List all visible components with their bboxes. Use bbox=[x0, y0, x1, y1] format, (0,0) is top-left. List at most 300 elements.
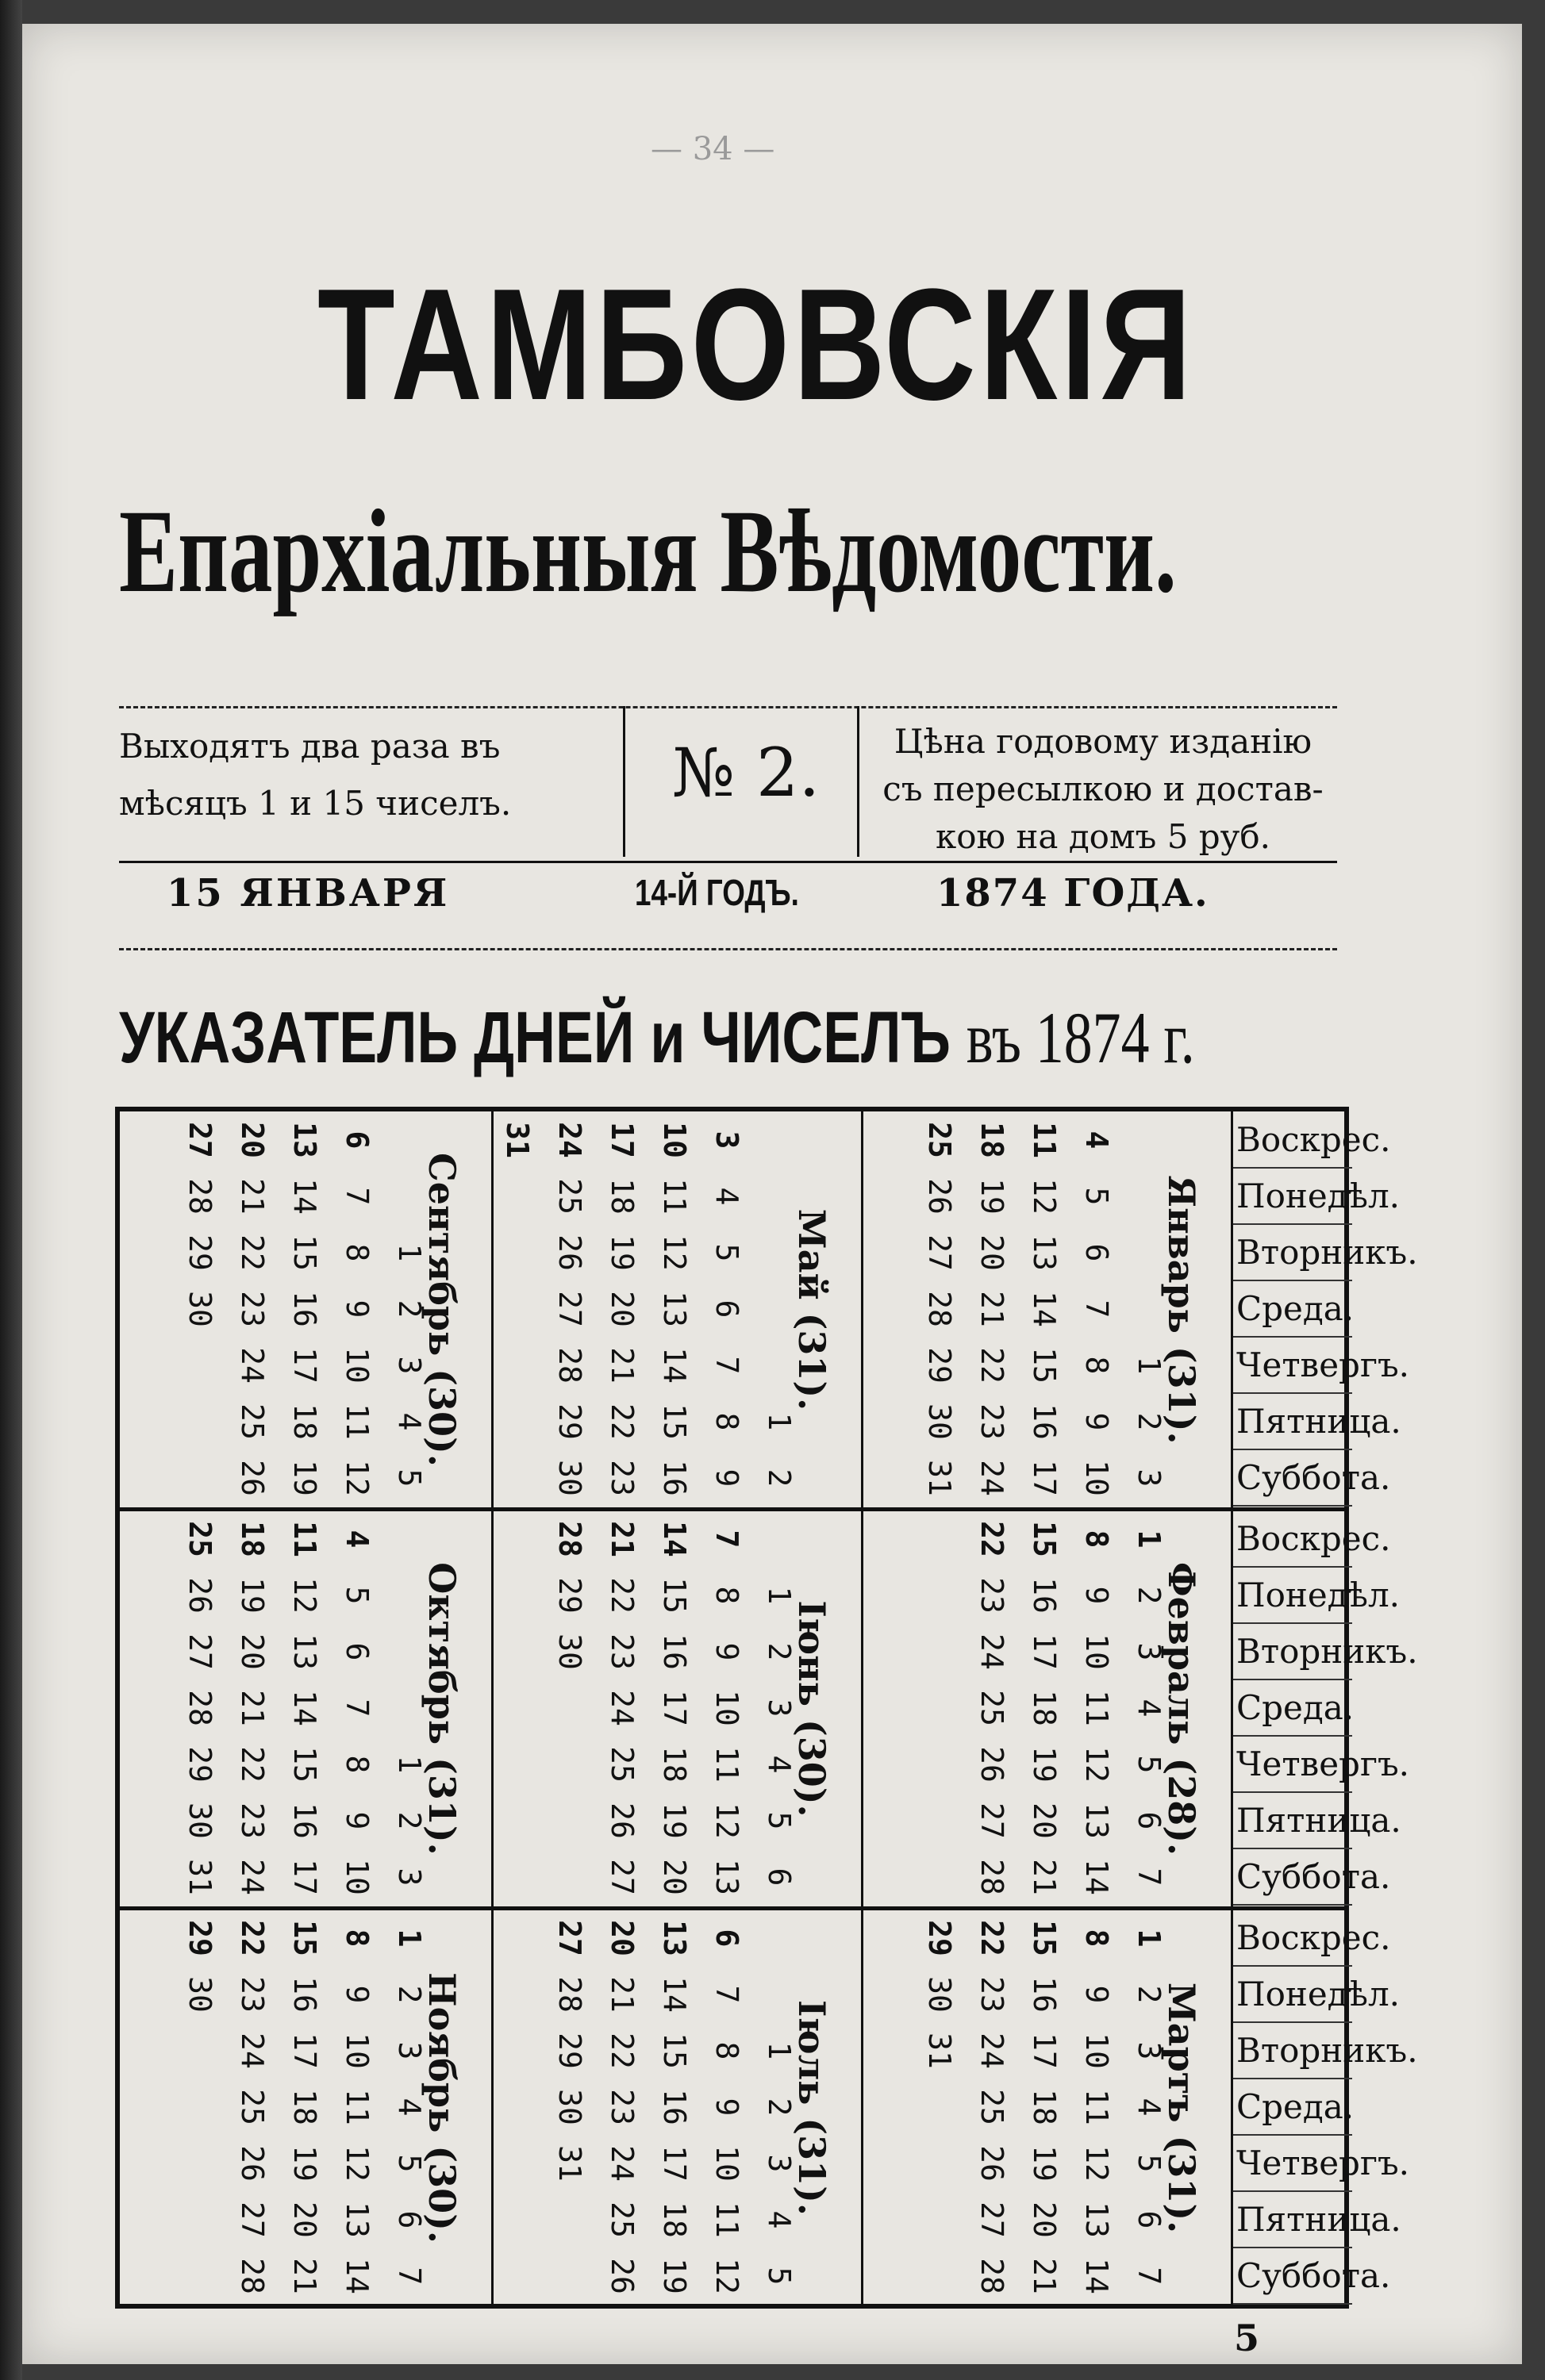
calendar-day: 2 bbox=[392, 1299, 427, 1319]
calendar-day: 5 bbox=[762, 2267, 797, 2286]
calendar-day: 8 bbox=[340, 1929, 375, 1948]
calendar-day: 8 bbox=[709, 2041, 744, 2060]
calendar-day: 29 bbox=[183, 1920, 217, 1956]
calendar-day: 8 bbox=[340, 1243, 375, 1262]
calendar-day: 1 bbox=[392, 1243, 427, 1262]
calendar-day: 6 bbox=[1132, 1811, 1166, 1830]
weekday-label: Суббота. bbox=[1233, 2248, 1352, 2305]
calendar-day: 17 bbox=[287, 1347, 322, 1384]
month-column-divider bbox=[491, 1910, 494, 2306]
weekday-label: Вторникъ. bbox=[1233, 1623, 1352, 1680]
calendar-day: 10 bbox=[1079, 2033, 1114, 2069]
calendar-day: 28 bbox=[974, 2258, 1009, 2294]
calendar-day: 16 bbox=[287, 1802, 322, 1839]
calendar-day: 25 bbox=[605, 1746, 640, 1783]
calendar-day: 5 bbox=[1079, 1187, 1114, 1206]
weekday-label: Воскрес. bbox=[1233, 1511, 1352, 1568]
calendar-day: 25 bbox=[552, 1178, 587, 1215]
calendar-day: 4 bbox=[392, 2098, 427, 2117]
calendar-day: 18 bbox=[605, 1178, 640, 1215]
calendar-day: 9 bbox=[1079, 1412, 1114, 1431]
info-divider-right bbox=[857, 706, 859, 857]
calendar-day: 24 bbox=[235, 1347, 270, 1384]
calendar-day: 3 bbox=[392, 1868, 427, 1887]
calendar-day: 19 bbox=[1027, 2145, 1062, 2182]
calendar-day: 12 bbox=[709, 2258, 744, 2294]
calendar-day: 12 bbox=[709, 1802, 744, 1839]
calendar-day: 28 bbox=[552, 1976, 587, 2013]
calendar-day: 23 bbox=[605, 1460, 640, 1496]
calendar-day: 29 bbox=[922, 1347, 957, 1384]
weekday-label: Суббота. bbox=[1233, 1848, 1352, 1906]
calendar-day: 6 bbox=[1132, 2210, 1166, 2229]
calendar-day: 14 bbox=[1079, 1859, 1114, 1895]
calendar-day: 27 bbox=[974, 2202, 1009, 2238]
calendar-day: 13 bbox=[657, 1920, 692, 1956]
calendar-day: 2 bbox=[762, 2098, 797, 2117]
calendar-day: 21 bbox=[235, 1690, 270, 1726]
calendar-day: 2 bbox=[762, 1468, 797, 1488]
calendar-day: 29 bbox=[922, 1920, 957, 1956]
calendar-day: 17 bbox=[1027, 1460, 1062, 1496]
calendar-day: 20 bbox=[605, 1291, 640, 1327]
month-label: Сентябрь (30). bbox=[421, 1153, 463, 1467]
calendar-day: 23 bbox=[974, 1976, 1009, 2013]
calendar-day: 1 bbox=[762, 1586, 797, 1605]
calendar-day: 27 bbox=[183, 1633, 217, 1670]
calendar-day: 7 bbox=[1079, 1299, 1114, 1319]
calendar-day: 20 bbox=[605, 1920, 640, 1956]
calendar-day: 10 bbox=[709, 1690, 744, 1726]
calendar-day: 10 bbox=[340, 1859, 375, 1895]
calendar-day: 10 bbox=[340, 1347, 375, 1384]
calendar-day: 15 bbox=[287, 1746, 322, 1783]
calendar-day: 28 bbox=[183, 1690, 217, 1726]
weekday-label: Четвергъ. bbox=[1233, 1736, 1352, 1793]
calendar-day: 25 bbox=[235, 2089, 270, 2125]
calendar-day: 10 bbox=[709, 2145, 744, 2182]
dateline-divider-bottom bbox=[119, 948, 1337, 950]
weekday-label: Вторникъ. bbox=[1233, 2022, 1352, 2079]
calendar-day: 23 bbox=[605, 1633, 640, 1670]
calendar-day: 9 bbox=[709, 1468, 744, 1488]
month-label: Май (31). bbox=[790, 1208, 833, 1411]
calendar-day: 27 bbox=[974, 1802, 1009, 1839]
calendar-day: 2 bbox=[1132, 1586, 1166, 1605]
weekday-label: Пятница. bbox=[1233, 1393, 1352, 1450]
calendar-day: 13 bbox=[657, 1291, 692, 1327]
calendar-day: 22 bbox=[235, 1920, 270, 1956]
weekday-label: Среда. bbox=[1233, 1280, 1352, 1338]
calendar-day: 12 bbox=[287, 1577, 322, 1614]
month-label: Іюль (31). bbox=[790, 2000, 833, 2216]
calendar-day: 1 bbox=[762, 1412, 797, 1431]
calendar-day: 4 bbox=[340, 1530, 375, 1549]
calendar-day: 21 bbox=[287, 2258, 322, 2294]
calendar-day: 4 bbox=[392, 1412, 427, 1431]
calendar-day: 11 bbox=[340, 2089, 375, 2125]
calendar-day: 22 bbox=[235, 1234, 270, 1271]
info-divider-left bbox=[623, 706, 625, 857]
calendar-day: 14 bbox=[287, 1690, 322, 1726]
calendar-day: 28 bbox=[974, 1859, 1009, 1895]
calendar-day: 8 bbox=[340, 1755, 375, 1774]
calendar-day: 15 bbox=[1027, 1347, 1062, 1384]
calendar-day: 1 bbox=[392, 1929, 427, 1948]
calendar-day: 17 bbox=[657, 1690, 692, 1726]
calendar-day: 12 bbox=[1079, 1746, 1114, 1783]
issue-date: 15 ЯНВАРЯ bbox=[167, 871, 450, 916]
calendar-day: 11 bbox=[709, 2202, 744, 2238]
calendar-day: 28 bbox=[552, 1347, 587, 1384]
calendar-day: 15 bbox=[657, 1577, 692, 1614]
calendar-day: 14 bbox=[340, 2258, 375, 2294]
calendar-day: 15 bbox=[657, 2033, 692, 2069]
calendar-day: 2 bbox=[392, 1985, 427, 2004]
calendar-day: 12 bbox=[340, 2145, 375, 2182]
calendar-day: 21 bbox=[605, 1521, 640, 1557]
calendar-heading-main: УКАЗАТЕЛЬ ДНЕЙ и ЧИСЕЛЪ bbox=[119, 997, 951, 1078]
issue-year: 1874 ГОДА. bbox=[936, 871, 1209, 916]
calendar-day: 3 bbox=[762, 1699, 797, 1718]
calendar-day: 6 bbox=[340, 1642, 375, 1661]
price-line-1: Цѣна годовому изданію bbox=[894, 722, 1312, 761]
calendar-day: 1 bbox=[1132, 1530, 1166, 1549]
calendar-day: 11 bbox=[709, 1746, 744, 1783]
calendar-day: 7 bbox=[392, 2267, 427, 2286]
calendar-day: 24 bbox=[235, 1859, 270, 1895]
masthead-title-line2: Епархіальныя Вѣдомости. bbox=[119, 486, 1177, 617]
calendar-day: 6 bbox=[392, 2210, 427, 2229]
weekday-label: Понедѣл. bbox=[1233, 1966, 1352, 2023]
calendar-day: 19 bbox=[287, 2145, 322, 2182]
calendar-day: 13 bbox=[287, 1122, 322, 1158]
calendar-day: 1 bbox=[1132, 1929, 1166, 1948]
calendar-day: 16 bbox=[657, 2089, 692, 2125]
calendar-day: 4 bbox=[762, 1755, 797, 1774]
calendar-day: 28 bbox=[922, 1291, 957, 1327]
calendar-day: 30 bbox=[552, 2089, 587, 2125]
calendar-day: 26 bbox=[605, 2258, 640, 2294]
frequency-line-1: Выходятъ два раза въ bbox=[119, 727, 501, 766]
calendar-day: 22 bbox=[605, 1403, 640, 1440]
calendar-day: 30 bbox=[552, 1460, 587, 1496]
calendar-day: 25 bbox=[605, 2202, 640, 2238]
calendar-day: 28 bbox=[235, 2258, 270, 2294]
calendar-day: 25 bbox=[974, 2089, 1009, 2125]
calendar-day: 26 bbox=[974, 2145, 1009, 2182]
calendar-day: 4 bbox=[1132, 2098, 1166, 2117]
calendar-day: 2 bbox=[1132, 1412, 1166, 1431]
calendar-day: 17 bbox=[287, 2033, 322, 2069]
calendar-day: 5 bbox=[762, 1811, 797, 1830]
weekday-label: Четвергъ. bbox=[1233, 2135, 1352, 2192]
calendar-day: 13 bbox=[1027, 1234, 1062, 1271]
calendar-day: 18 bbox=[235, 1521, 270, 1557]
calendar-day: 19 bbox=[657, 1802, 692, 1839]
calendar-day: 8 bbox=[1079, 1356, 1114, 1375]
calendar-day: 8 bbox=[1079, 1929, 1114, 1948]
calendar-day: 23 bbox=[235, 1976, 270, 2013]
calendar-day: 26 bbox=[235, 2145, 270, 2182]
calendar-day: 20 bbox=[974, 1234, 1009, 1271]
calendar-day: 30 bbox=[183, 1802, 217, 1839]
month-column-divider bbox=[491, 1511, 494, 1907]
calendar-day: 26 bbox=[974, 1746, 1009, 1783]
weekday-label: Понедѣл. bbox=[1233, 1567, 1352, 1624]
calendar-day: 15 bbox=[657, 1403, 692, 1440]
page-number: 5 bbox=[1234, 2317, 1260, 2359]
calendar-day: 20 bbox=[1027, 1802, 1062, 1839]
issue-number: № 2. bbox=[671, 734, 821, 812]
calendar-day: 20 bbox=[287, 2202, 322, 2238]
calendar-day: 6 bbox=[709, 1929, 744, 1948]
calendar-day: 11 bbox=[1027, 1122, 1062, 1158]
calendar-day: 1 bbox=[392, 1755, 427, 1774]
calendar-day: 10 bbox=[1079, 1460, 1114, 1496]
calendar-day: 3 bbox=[392, 1356, 427, 1375]
weekday-label: Четвергъ. bbox=[1233, 1337, 1352, 1394]
calendar-day: 25 bbox=[922, 1122, 957, 1158]
calendar-day: 30 bbox=[922, 1403, 957, 1440]
calendar-day: 14 bbox=[1079, 2258, 1114, 2294]
calendar-day: 14 bbox=[657, 1521, 692, 1557]
calendar-day: 22 bbox=[974, 1347, 1009, 1384]
calendar-day: 2 bbox=[392, 1811, 427, 1830]
calendar-day: 19 bbox=[287, 1460, 322, 1496]
calendar-day: 3 bbox=[1132, 1468, 1166, 1488]
calendar-day: 5 bbox=[1132, 2154, 1166, 2173]
calendar-day: 5 bbox=[392, 1468, 427, 1488]
calendar-day: 24 bbox=[605, 1690, 640, 1726]
calendar-day: 9 bbox=[1079, 1586, 1114, 1605]
calendar-day: 4 bbox=[709, 1187, 744, 1206]
calendar-heading bbox=[119, 996, 1195, 1080]
calendar-day: 15 bbox=[1027, 1920, 1062, 1956]
calendar-day: 16 bbox=[1027, 1403, 1062, 1440]
calendar-day: 20 bbox=[235, 1633, 270, 1670]
calendar-day: 9 bbox=[340, 1985, 375, 2004]
dateline-divider-top bbox=[119, 861, 1337, 863]
calendar-day: 22 bbox=[605, 1577, 640, 1614]
calendar-day: 24 bbox=[605, 2145, 640, 2182]
calendar-day: 11 bbox=[1079, 1690, 1114, 1726]
calendar-day: 13 bbox=[287, 1633, 322, 1670]
price-line-3: кою на домъ 5 руб. bbox=[935, 817, 1271, 856]
calendar-day: 27 bbox=[552, 1920, 587, 1956]
calendar-day: 29 bbox=[183, 1234, 217, 1271]
calendar-day: 17 bbox=[1027, 2033, 1062, 2069]
calendar-day: 16 bbox=[287, 1976, 322, 2013]
calendar-day: 6 bbox=[340, 1130, 375, 1150]
calendar-day: 3 bbox=[392, 2041, 427, 2060]
calendar-day: 31 bbox=[922, 2033, 957, 2069]
calendar-day: 6 bbox=[762, 1868, 797, 1887]
calendar-day: 24 bbox=[974, 2033, 1009, 2069]
calendar-day: 17 bbox=[1027, 1633, 1062, 1670]
calendar-day: 26 bbox=[605, 1802, 640, 1839]
weekday-label: Вторникъ. bbox=[1233, 1224, 1352, 1281]
calendar-day: 24 bbox=[974, 1633, 1009, 1670]
calendar-day: 20 bbox=[1027, 2202, 1062, 2238]
calendar-day: 16 bbox=[287, 1291, 322, 1327]
month-label: Мартъ (31). bbox=[1160, 1982, 1203, 2234]
calendar-day: 6 bbox=[709, 1299, 744, 1319]
month-label: Ноябрь (30). bbox=[421, 1972, 463, 2244]
calendar-day: 11 bbox=[1079, 2089, 1114, 2125]
calendar-day: 3 bbox=[1132, 2041, 1166, 2060]
calendar-day: 5 bbox=[709, 1243, 744, 1262]
calendar-day: 7 bbox=[1132, 1868, 1166, 1887]
calendar-day: 27 bbox=[605, 1859, 640, 1895]
calendar-day: 21 bbox=[605, 1347, 640, 1384]
calendar-day: 14 bbox=[287, 1178, 322, 1215]
calendar-day: 9 bbox=[709, 2098, 744, 2117]
calendar-day: 22 bbox=[605, 2033, 640, 2069]
masthead-divider-top bbox=[119, 706, 1337, 708]
calendar-day: 12 bbox=[1027, 1178, 1062, 1215]
calendar-day: 14 bbox=[657, 1976, 692, 2013]
weekday-label: Пятница. bbox=[1233, 2191, 1352, 2248]
weekday-label: Понедѣл. bbox=[1233, 1168, 1352, 1225]
weekday-label: Среда. bbox=[1233, 2079, 1352, 2136]
calendar-day: 18 bbox=[657, 2202, 692, 2238]
calendar-day: 22 bbox=[974, 1920, 1009, 1956]
calendar-day: 13 bbox=[1079, 1802, 1114, 1839]
calendar-day: 23 bbox=[235, 1291, 270, 1327]
calendar-day: 30 bbox=[552, 1633, 587, 1670]
calendar-day: 24 bbox=[974, 1460, 1009, 1496]
calendar-day: 13 bbox=[709, 1859, 744, 1895]
calendar-day: 19 bbox=[657, 2258, 692, 2294]
calendar-day: 27 bbox=[552, 1291, 587, 1327]
calendar-day: 16 bbox=[1027, 1577, 1062, 1614]
calendar-day: 23 bbox=[974, 1403, 1009, 1440]
publication-frequency bbox=[119, 718, 611, 832]
calendar-day: 18 bbox=[1027, 1690, 1062, 1726]
calendar-day: 7 bbox=[709, 1530, 744, 1549]
calendar-day: 5 bbox=[392, 2154, 427, 2173]
calendar-day: 11 bbox=[340, 1403, 375, 1440]
calendar-day: 9 bbox=[1079, 1985, 1114, 2004]
calendar-day: 17 bbox=[287, 1859, 322, 1895]
calendar-day: 26 bbox=[183, 1577, 217, 1614]
calendar-day: 28 bbox=[552, 1521, 587, 1557]
month-label: Іюнь (30). bbox=[790, 1600, 833, 1818]
bleedthrough-page-number: — 34 — bbox=[651, 131, 775, 167]
price-line-2: съ пересылкою и достав- bbox=[882, 770, 1324, 808]
calendar-day: 12 bbox=[1079, 2145, 1114, 2182]
calendar-day: 26 bbox=[922, 1178, 957, 1215]
calendar-day: 30 bbox=[183, 1976, 217, 2013]
publication-year-count: 14-Й ГОДЪ. bbox=[635, 872, 799, 913]
weekday-label: Суббота. bbox=[1233, 1449, 1352, 1507]
calendar-day: 22 bbox=[235, 1746, 270, 1783]
calendar-day: 11 bbox=[287, 1521, 322, 1557]
month-label: Февраль (28). bbox=[1160, 1561, 1203, 1856]
calendar-day: 7 bbox=[1132, 2267, 1166, 2286]
calendar-day: 2 bbox=[1132, 1985, 1166, 2004]
calendar-day: 23 bbox=[235, 1802, 270, 1839]
calendar-day: 19 bbox=[235, 1577, 270, 1614]
calendar-day: 16 bbox=[657, 1460, 692, 1496]
weekday-label: Пятница. bbox=[1233, 1792, 1352, 1849]
calendar-day: 15 bbox=[287, 1234, 322, 1271]
weekday-label: Воскрес. bbox=[1233, 1111, 1352, 1169]
calendar-day: 9 bbox=[709, 1642, 744, 1661]
calendar-day: 19 bbox=[974, 1178, 1009, 1215]
calendar-day: 6 bbox=[1079, 1243, 1114, 1262]
calendar-day: 18 bbox=[287, 2089, 322, 2125]
subscription-price bbox=[865, 718, 1341, 861]
calendar-day: 3 bbox=[1132, 1642, 1166, 1661]
calendar-day: 25 bbox=[974, 1690, 1009, 1726]
calendar-day: 3 bbox=[709, 1130, 744, 1150]
month-column-divider bbox=[861, 1511, 863, 1907]
calendar-day: 9 bbox=[340, 1811, 375, 1830]
calendar-day: 30 bbox=[183, 1291, 217, 1327]
calendar-day: 15 bbox=[1027, 1521, 1062, 1557]
calendar-day: 7 bbox=[340, 1699, 375, 1718]
calendar-day: 29 bbox=[183, 1746, 217, 1783]
calendar-day: 10 bbox=[1079, 1633, 1114, 1670]
calendar-day: 4 bbox=[1079, 1130, 1114, 1150]
calendar-table bbox=[115, 1107, 1418, 2309]
calendar-day: 4 bbox=[762, 2210, 797, 2229]
month-label: Январь (31). bbox=[1160, 1175, 1203, 1445]
month-column-divider bbox=[861, 1111, 863, 1508]
calendar-day: 25 bbox=[183, 1521, 217, 1557]
calendar-day: 21 bbox=[974, 1291, 1009, 1327]
calendar-day: 21 bbox=[1027, 1859, 1062, 1895]
calendar-day: 13 bbox=[340, 2202, 375, 2238]
calendar-day: 4 bbox=[1132, 1699, 1166, 1718]
calendar-day: 1 bbox=[1132, 1356, 1166, 1375]
weekday-names-column bbox=[1231, 1111, 1418, 2304]
calendar-day: 17 bbox=[605, 1122, 640, 1158]
calendar-day: 5 bbox=[340, 1586, 375, 1605]
weekday-label: Среда. bbox=[1233, 1679, 1352, 1737]
calendar-day: 26 bbox=[235, 1460, 270, 1496]
calendar-day: 10 bbox=[340, 2033, 375, 2069]
calendar-day: 2 bbox=[762, 1642, 797, 1661]
month-column-divider bbox=[491, 1111, 494, 1508]
calendar-day: 27 bbox=[922, 1234, 957, 1271]
month-label: Октябрь (31). bbox=[421, 1562, 463, 1856]
calendar-day: 8 bbox=[709, 1412, 744, 1431]
calendar-day: 16 bbox=[1027, 1976, 1062, 2013]
calendar-day: 24 bbox=[552, 1122, 587, 1158]
calendar-day: 7 bbox=[340, 1187, 375, 1206]
calendar-day: 14 bbox=[657, 1347, 692, 1384]
calendar-day: 9 bbox=[340, 1299, 375, 1319]
calendar-day: 8 bbox=[1079, 1530, 1114, 1549]
calendar-day: 18 bbox=[657, 1746, 692, 1783]
calendar-day: 31 bbox=[922, 1460, 957, 1496]
calendar-day: 26 bbox=[552, 1234, 587, 1271]
calendar-day: 23 bbox=[974, 1577, 1009, 1614]
calendar-day: 24 bbox=[235, 2033, 270, 2069]
calendar-day: 20 bbox=[235, 1122, 270, 1158]
calendar-day: 18 bbox=[1027, 2089, 1062, 2125]
calendar-day: 21 bbox=[235, 1178, 270, 1215]
calendar-day: 10 bbox=[657, 1122, 692, 1158]
calendar-day: 3 bbox=[762, 2154, 797, 2173]
calendar-day: 11 bbox=[657, 1178, 692, 1215]
calendar-day: 29 bbox=[552, 2033, 587, 2069]
calendar-day: 19 bbox=[605, 1234, 640, 1271]
frequency-line-2: мѣсяцъ 1 и 15 чиселъ. bbox=[119, 784, 512, 823]
